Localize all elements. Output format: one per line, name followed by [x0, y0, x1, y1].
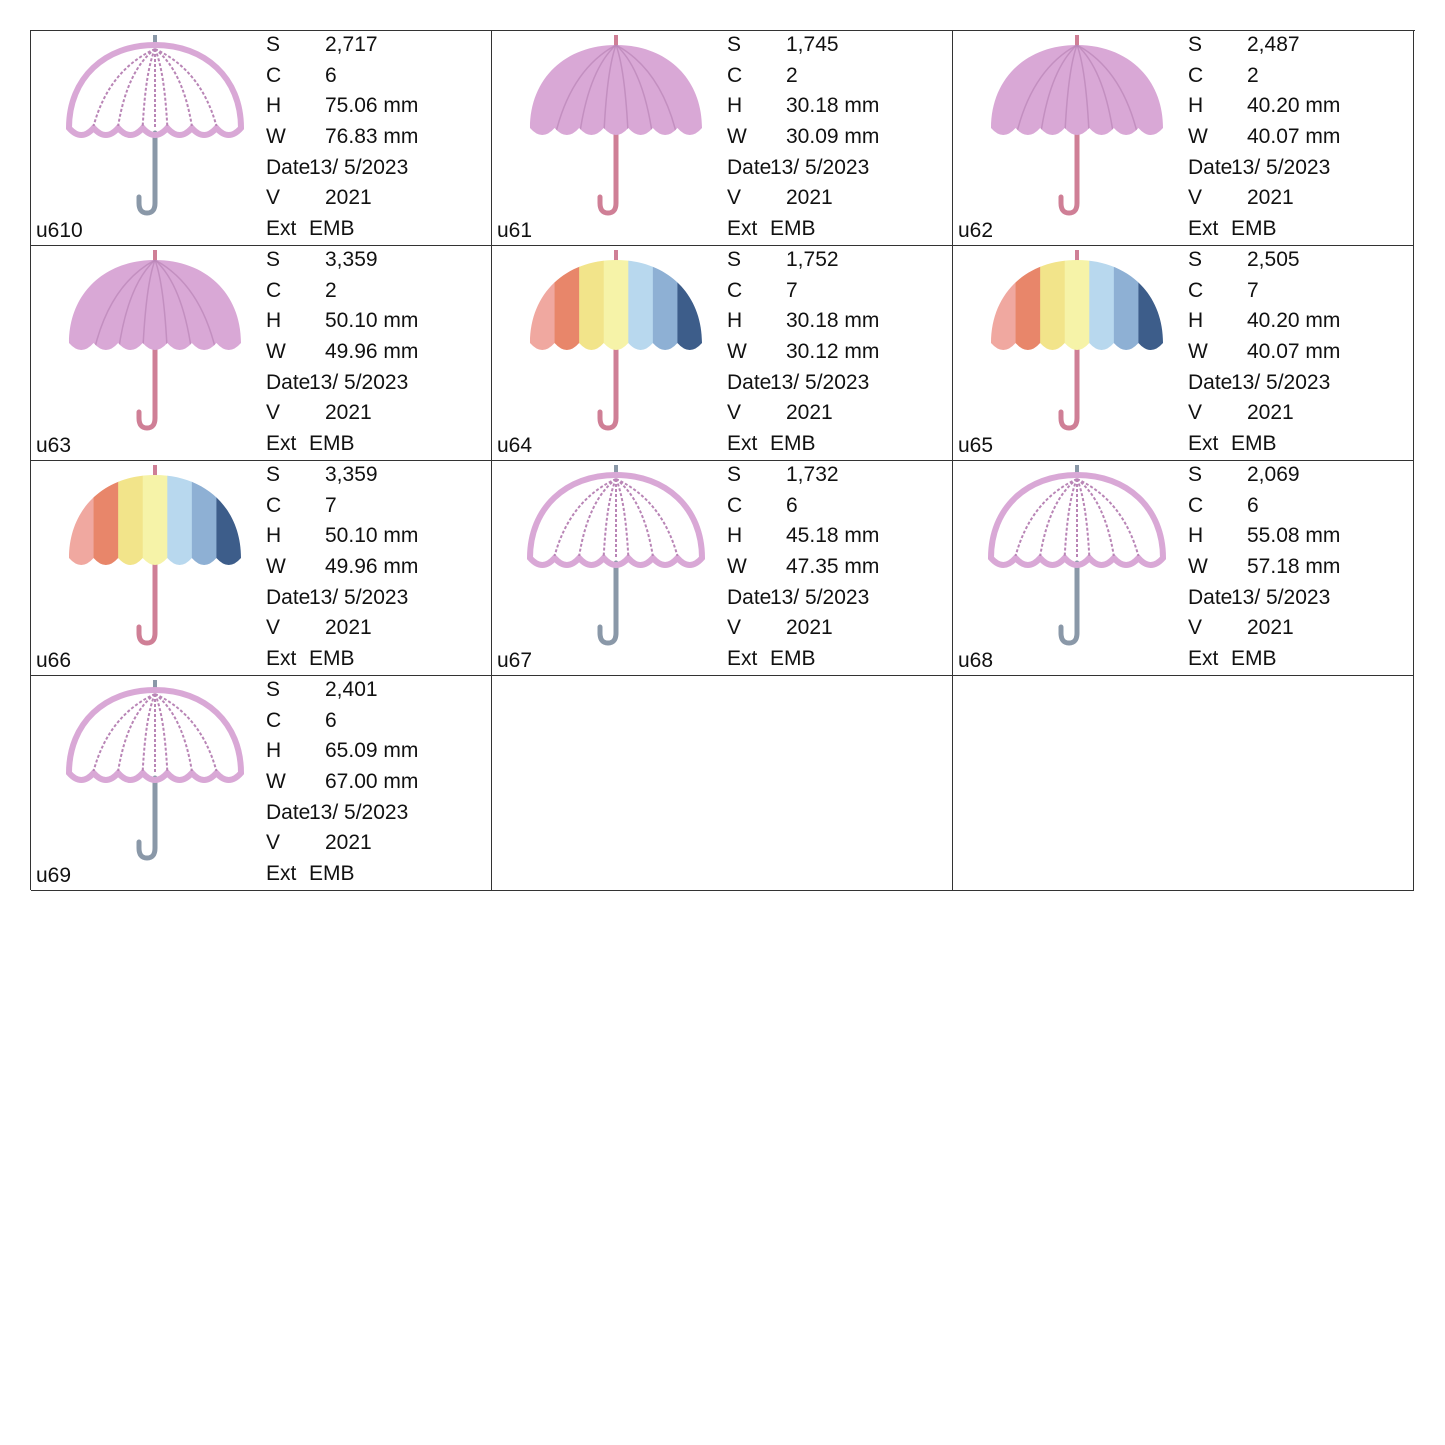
info-row: [727, 62, 947, 93]
info-label: H: [1188, 309, 1204, 333]
info-label: Ext: [1188, 217, 1219, 241]
width-value: 67.00 mm: [325, 770, 419, 794]
info-label: V: [727, 401, 742, 425]
extension-value: EMB: [770, 647, 816, 671]
info-row: [727, 31, 947, 62]
design-name: u63: [36, 434, 72, 457]
info-row: [266, 430, 486, 461]
info-label: C: [1188, 278, 1204, 302]
info-row: [727, 123, 947, 154]
extension-value: EMB: [309, 432, 355, 456]
design-name: u65: [958, 434, 994, 457]
info-row: [266, 184, 486, 215]
info-row: [1188, 492, 1408, 523]
stitch-count: 2,401: [325, 678, 378, 701]
empty-cell: [953, 676, 1414, 891]
info-row: [266, 338, 486, 369]
info-label: Ext: [266, 647, 297, 671]
design-name: u69: [36, 864, 72, 887]
info-label: V: [727, 616, 742, 640]
info-row: [727, 154, 947, 185]
info-label: C: [266, 708, 282, 732]
design-info: [1188, 461, 1408, 676]
info-row: [1188, 62, 1408, 93]
info-label: Date: [1188, 155, 1233, 179]
info-label: Date: [266, 585, 311, 609]
width-value: 40.07 mm: [1247, 125, 1341, 149]
info-row: [1188, 584, 1408, 615]
info-label: S: [727, 463, 742, 486]
date-value: 13/ 5/2023: [770, 585, 870, 609]
info-label: Ext: [1188, 647, 1219, 671]
design-card: [492, 31, 953, 246]
info-label: H: [1188, 524, 1204, 548]
info-row: [1188, 277, 1408, 308]
info-label: W: [266, 555, 286, 579]
info-label: Date: [266, 155, 311, 179]
color-count: 7: [1247, 278, 1259, 302]
empty-cell: [492, 676, 953, 891]
info-label: C: [266, 493, 282, 517]
info-row: [266, 369, 486, 400]
umbrella-icon: [971, 33, 1183, 219]
width-value: 30.12 mm: [786, 340, 880, 364]
info-label: W: [266, 340, 286, 364]
date-value: 13/ 5/2023: [309, 370, 409, 394]
info-label: C: [266, 278, 282, 302]
info-row: [266, 860, 486, 891]
info-row: [266, 799, 486, 830]
extension-value: EMB: [309, 217, 355, 241]
date-value: 13/ 5/2023: [770, 370, 870, 394]
info-label: W: [266, 770, 286, 794]
info-row: [727, 584, 947, 615]
info-row: [266, 737, 486, 768]
date-value: 13/ 5/2023: [309, 585, 409, 609]
color-count: 2: [325, 278, 337, 302]
design-name: u610: [36, 219, 83, 242]
info-row: [266, 92, 486, 123]
width-value: 40.07 mm: [1247, 340, 1341, 364]
info-row: [266, 277, 486, 308]
info-label: V: [1188, 186, 1203, 210]
design-info: [1188, 246, 1408, 461]
info-label: S: [1188, 33, 1203, 56]
info-row: [1188, 430, 1408, 461]
info-label: W: [727, 125, 747, 149]
info-row: [266, 123, 486, 154]
info-label: Ext: [266, 862, 297, 886]
design-card: [953, 246, 1414, 461]
info-row: [266, 215, 486, 246]
design-info: [727, 461, 947, 676]
info-label: C: [727, 493, 743, 517]
version-value: 2021: [786, 186, 833, 210]
info-label: C: [727, 63, 743, 87]
umbrella-icon: [971, 248, 1183, 434]
version-value: 2021: [786, 616, 833, 640]
date-value: 13/ 5/2023: [1231, 585, 1331, 609]
info-row: [266, 62, 486, 93]
color-count: 6: [1247, 493, 1259, 517]
info-row: [1188, 645, 1408, 676]
stitch-count: 2,717: [325, 33, 378, 56]
info-row: [266, 553, 486, 584]
umbrella-icon: [510, 463, 722, 649]
info-row: [727, 430, 947, 461]
info-label: V: [266, 831, 281, 855]
info-label: H: [727, 94, 743, 118]
design-card: [953, 31, 1414, 246]
info-label: W: [1188, 125, 1208, 149]
info-row: [266, 829, 486, 860]
date-value: 13/ 5/2023: [1231, 370, 1331, 394]
info-row: [1188, 307, 1408, 338]
height-value: 30.18 mm: [786, 94, 880, 118]
info-label: S: [266, 678, 281, 701]
info-row: [1188, 31, 1408, 62]
info-row: [727, 369, 947, 400]
info-row: [1188, 215, 1408, 246]
design-card: [31, 246, 492, 461]
design-info: [1188, 31, 1408, 246]
design-card: [31, 461, 492, 676]
design-info: [266, 676, 486, 891]
info-label: C: [266, 63, 282, 87]
design-info: [727, 31, 947, 246]
extension-value: EMB: [309, 862, 355, 886]
info-label: H: [266, 309, 282, 333]
version-value: 2021: [1247, 616, 1294, 640]
stitch-count: 1,752: [786, 248, 839, 271]
design-name: u67: [497, 649, 533, 672]
info-row: [266, 461, 486, 492]
version-value: 2021: [325, 831, 372, 855]
info-row: [1188, 553, 1408, 584]
version-value: 2021: [325, 401, 372, 425]
umbrella-icon: [49, 678, 261, 864]
width-value: 47.35 mm: [786, 555, 880, 579]
design-name: u62: [958, 219, 994, 242]
info-row: [1188, 154, 1408, 185]
info-label: H: [727, 309, 743, 333]
height-value: 40.20 mm: [1247, 309, 1341, 333]
height-value: 65.09 mm: [325, 739, 419, 763]
height-value: 55.08 mm: [1247, 524, 1341, 548]
design-name: u66: [36, 649, 72, 672]
date-value: 13/ 5/2023: [770, 155, 870, 179]
height-value: 30.18 mm: [786, 309, 880, 333]
design-info: [266, 31, 486, 246]
info-row: [1188, 369, 1408, 400]
info-label: Date: [266, 800, 311, 824]
extension-value: EMB: [770, 432, 816, 456]
info-row: [727, 399, 947, 430]
width-value: 30.09 mm: [786, 125, 880, 149]
info-row: [266, 614, 486, 645]
design-info: [266, 246, 486, 461]
design-info: [266, 461, 486, 676]
stitch-count: 3,359: [325, 248, 378, 271]
stitch-count: 1,745: [786, 33, 839, 56]
design-card: [492, 461, 953, 676]
info-row: [266, 31, 486, 62]
design-name: u68: [958, 649, 994, 672]
width-value: 49.96 mm: [325, 340, 419, 364]
version-value: 2021: [325, 186, 372, 210]
info-label: C: [1188, 493, 1204, 517]
version-value: 2021: [786, 401, 833, 425]
info-label: W: [727, 340, 747, 364]
info-row: [727, 307, 947, 338]
info-row: [1188, 399, 1408, 430]
info-label: Ext: [727, 647, 758, 671]
info-row: [266, 399, 486, 430]
color-count: 2: [786, 63, 798, 87]
info-label: V: [1188, 401, 1203, 425]
info-row: [1188, 92, 1408, 123]
info-row: [266, 645, 486, 676]
info-row: [1188, 246, 1408, 277]
color-count: 2: [1247, 63, 1259, 87]
stitch-count: 2,069: [1247, 463, 1300, 486]
info-label: H: [727, 524, 743, 548]
extension-value: EMB: [309, 647, 355, 671]
umbrella-icon: [49, 248, 261, 434]
color-count: 6: [325, 708, 337, 732]
info-row: [727, 492, 947, 523]
height-value: 45.18 mm: [786, 524, 880, 548]
info-label: S: [266, 248, 281, 271]
design-card: [31, 31, 492, 246]
info-label: Ext: [266, 432, 297, 456]
info-label: S: [727, 33, 742, 56]
extension-value: EMB: [1231, 647, 1277, 671]
width-value: 76.83 mm: [325, 125, 419, 149]
info-label: Date: [727, 585, 772, 609]
design-card: [953, 461, 1414, 676]
info-label: H: [1188, 94, 1204, 118]
info-row: [727, 277, 947, 308]
umbrella-icon: [510, 248, 722, 434]
info-label: Ext: [266, 217, 297, 241]
color-count: 6: [325, 63, 337, 87]
color-count: 6: [786, 493, 798, 517]
info-label: V: [727, 186, 742, 210]
info-row: [1188, 461, 1408, 492]
info-label: W: [727, 555, 747, 579]
umbrella-icon: [971, 463, 1183, 649]
info-label: V: [266, 186, 281, 210]
stitch-count: 3,359: [325, 463, 378, 486]
height-value: 50.10 mm: [325, 309, 419, 333]
info-row: [727, 645, 947, 676]
info-row: [1188, 338, 1408, 369]
info-row: [266, 307, 486, 338]
umbrella-icon: [49, 33, 261, 219]
info-row: [266, 676, 486, 707]
info-row: [266, 246, 486, 277]
info-row: [266, 768, 486, 799]
design-card: [31, 676, 492, 891]
extension-value: EMB: [1231, 217, 1277, 241]
info-row: [266, 492, 486, 523]
info-row: [727, 184, 947, 215]
date-value: 13/ 5/2023: [309, 155, 409, 179]
info-label: C: [727, 278, 743, 302]
info-label: H: [266, 94, 282, 118]
width-value: 57.18 mm: [1247, 555, 1341, 579]
color-count: 7: [786, 278, 798, 302]
info-row: [1188, 522, 1408, 553]
info-row: [266, 522, 486, 553]
umbrella-icon: [510, 33, 722, 219]
extension-value: EMB: [1231, 432, 1277, 456]
stitch-count: 1,732: [786, 463, 839, 486]
width-value: 49.96 mm: [325, 555, 419, 579]
design-info: [727, 246, 947, 461]
stitch-count: 2,487: [1247, 33, 1300, 56]
info-label: S: [266, 463, 281, 486]
info-row: [1188, 123, 1408, 154]
info-row: [727, 614, 947, 645]
info-label: W: [1188, 555, 1208, 579]
date-value: 13/ 5/2023: [309, 800, 409, 824]
info-row: [727, 338, 947, 369]
height-value: 50.10 mm: [325, 524, 419, 548]
info-row: [266, 154, 486, 185]
info-label: H: [266, 739, 282, 763]
version-value: 2021: [1247, 186, 1294, 210]
info-label: Date: [727, 155, 772, 179]
extension-value: EMB: [770, 217, 816, 241]
info-label: S: [727, 248, 742, 271]
info-row: [727, 522, 947, 553]
info-label: W: [1188, 340, 1208, 364]
info-label: Date: [727, 370, 772, 394]
stitch-count: 2,505: [1247, 248, 1300, 271]
info-label: Date: [1188, 585, 1233, 609]
height-value: 40.20 mm: [1247, 94, 1341, 118]
info-row: [727, 246, 947, 277]
info-row: [1188, 614, 1408, 645]
info-label: V: [266, 401, 281, 425]
info-row: [266, 707, 486, 738]
version-value: 2021: [325, 616, 372, 640]
design-card: [492, 246, 953, 461]
color-count: 7: [325, 493, 337, 517]
version-value: 2021: [1247, 401, 1294, 425]
info-label: W: [266, 125, 286, 149]
design-catalog-grid: [30, 30, 1415, 890]
design-name: u64: [497, 434, 533, 457]
info-label: Date: [1188, 370, 1233, 394]
info-label: S: [1188, 248, 1203, 271]
info-label: V: [266, 616, 281, 640]
info-label: S: [266, 33, 281, 56]
info-row: [727, 92, 947, 123]
info-label: Date: [266, 370, 311, 394]
info-label: Ext: [727, 432, 758, 456]
umbrella-icon: [49, 463, 261, 649]
info-label: H: [266, 524, 282, 548]
info-row: [727, 215, 947, 246]
info-row: [266, 584, 486, 615]
info-row: [727, 461, 947, 492]
info-label: S: [1188, 463, 1203, 486]
info-row: [727, 553, 947, 584]
design-name: u61: [497, 219, 533, 242]
info-label: Ext: [1188, 432, 1219, 456]
info-row: [1188, 184, 1408, 215]
date-value: 13/ 5/2023: [1231, 155, 1331, 179]
info-label: Ext: [727, 217, 758, 241]
height-value: 75.06 mm: [325, 94, 419, 118]
info-label: V: [1188, 616, 1203, 640]
info-label: C: [1188, 63, 1204, 87]
